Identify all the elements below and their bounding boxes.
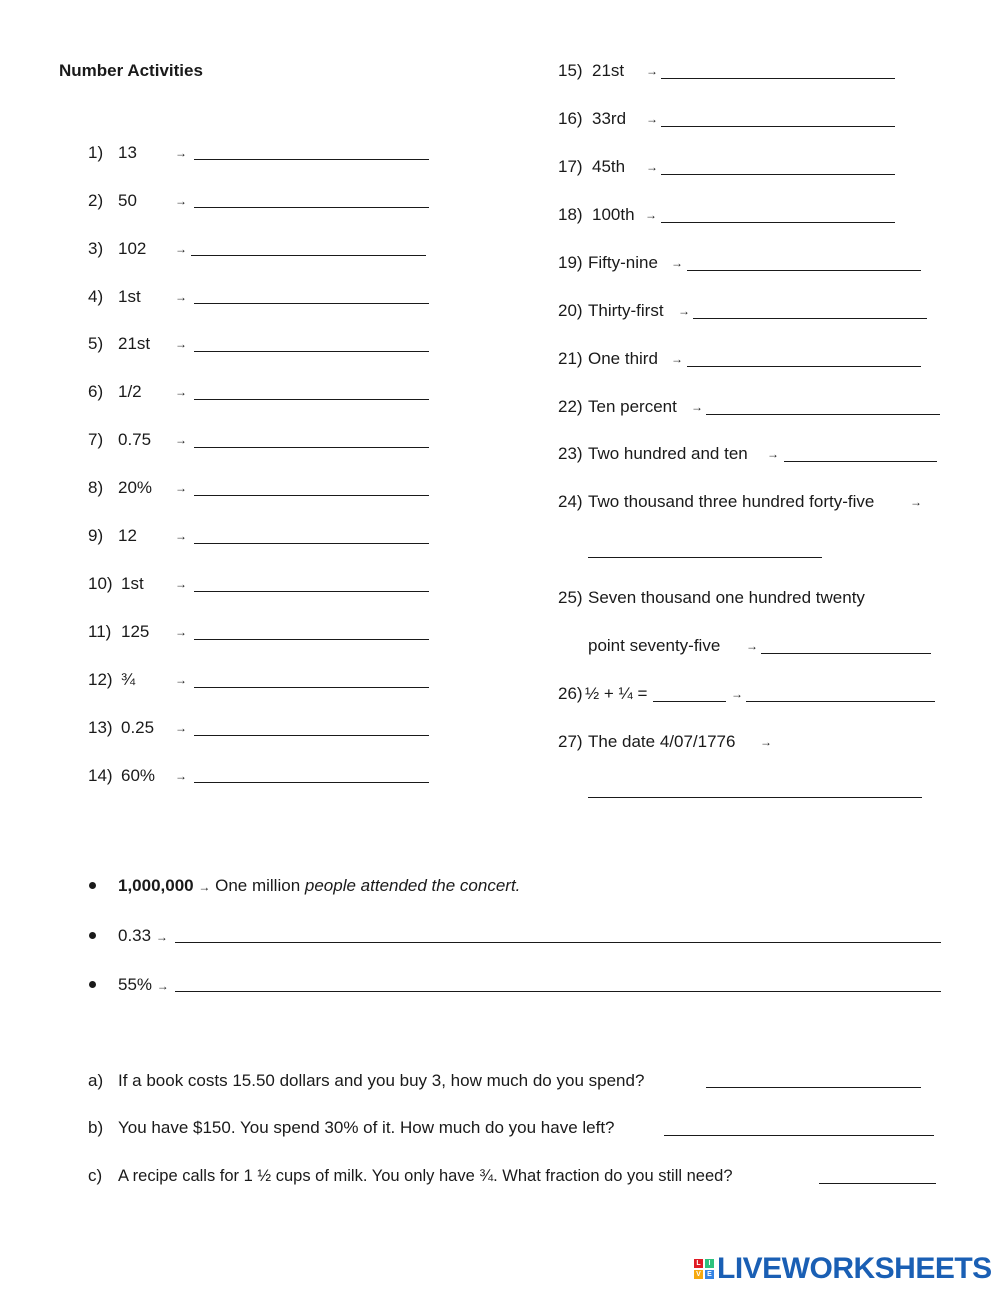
answer-blank[interactable] — [819, 1183, 936, 1184]
arrow-icon: → — [155, 930, 168, 944]
answer-blank[interactable] — [693, 318, 927, 319]
list-item: 0.33 → — [118, 926, 168, 945]
arrow-icon: → — [175, 529, 187, 543]
bullet-dot — [89, 882, 96, 889]
arrow-icon: → — [746, 639, 758, 653]
arrow-icon: → — [646, 160, 658, 174]
answer-blank[interactable] — [661, 222, 895, 223]
arrow-icon: → — [175, 721, 187, 735]
answer-blank[interactable] — [661, 126, 895, 127]
arrow-icon: → — [175, 625, 187, 639]
answer-blank[interactable] — [194, 399, 429, 400]
arrow-icon: → — [910, 495, 922, 509]
answer-blank[interactable] — [194, 447, 429, 448]
answer-blank[interactable] — [706, 414, 940, 415]
answer-blank[interactable] — [194, 735, 429, 736]
answer-blank[interactable] — [191, 255, 426, 256]
question-text: A recipe calls for 1 ½ cups of milk. You only have ¾. What fraction do you still need? — [118, 1167, 733, 1185]
arrow-icon: → — [731, 687, 743, 701]
arrow-icon: → — [646, 64, 658, 78]
arrow-icon: → — [671, 256, 683, 270]
arrow-icon: → — [175, 385, 187, 399]
bullet-dot — [89, 981, 96, 988]
arrow-icon: → — [760, 735, 772, 749]
answer-blank[interactable] — [588, 797, 922, 798]
answer-blank[interactable] — [194, 351, 429, 352]
arrow-icon: → — [175, 194, 187, 208]
arrow-icon: → — [645, 208, 657, 222]
arrow-icon: → — [175, 146, 187, 160]
question-text: If a book costs 15.50 dollars and you buy 3, how much do you spend? — [118, 1071, 645, 1090]
answer-blank[interactable] — [194, 639, 429, 640]
answer-blank[interactable] — [588, 557, 822, 558]
arrow-icon: → — [175, 337, 187, 351]
answer-blank[interactable] — [194, 207, 429, 208]
answer-blank[interactable] — [661, 78, 895, 79]
list-item: 55% → — [118, 975, 169, 994]
arrow-icon: → — [175, 242, 187, 256]
liveworksheets-logo — [694, 1254, 992, 1284]
answer-blank[interactable] — [784, 461, 937, 462]
answer-blank[interactable] — [194, 782, 429, 783]
arrow-icon: → — [175, 290, 187, 304]
arrow-icon: → — [646, 112, 658, 126]
arrow-icon: → — [175, 673, 187, 687]
logo-text: LIVEWORKSHEETS — [717, 1252, 992, 1285]
arrow-icon: → — [691, 400, 703, 414]
question-letter: a) — [88, 1071, 104, 1090]
answer-blank[interactable] — [194, 303, 429, 304]
fraction-answer-blank[interactable] — [653, 701, 726, 702]
arrow-icon: → — [156, 979, 169, 993]
answer-blank[interactable] — [664, 1135, 934, 1136]
answer-blank[interactable] — [761, 653, 931, 654]
arrow-icon: → — [678, 304, 690, 318]
answer-blank[interactable] — [746, 701, 935, 702]
question-letter: b) — [88, 1118, 104, 1137]
sentence-blank[interactable] — [175, 991, 941, 992]
question-letter: c) — [88, 1166, 103, 1185]
sentence-blank[interactable] — [175, 942, 941, 943]
answer-blank[interactable] — [194, 687, 429, 688]
answer-blank[interactable] — [194, 591, 429, 592]
page-title: Number Activities — [59, 61, 203, 80]
bullet-dot — [89, 932, 96, 939]
answer-blank[interactable] — [706, 1087, 921, 1088]
arrow-icon: → — [175, 481, 187, 495]
answer-blank[interactable] — [194, 159, 429, 160]
arrow-icon: → — [175, 769, 187, 783]
answer-blank[interactable] — [194, 543, 429, 544]
answer-blank[interactable] — [661, 174, 895, 175]
example-sentence: 1,000,000 → One million people attended the concert. — [118, 876, 521, 895]
arrow-icon: → — [671, 352, 683, 366]
arrow-icon: → — [198, 880, 211, 894]
answer-blank[interactable] — [194, 495, 429, 496]
answer-blank[interactable] — [687, 270, 921, 271]
question-text: You have $150. You spend 30% of it. How much do you have left? — [118, 1118, 615, 1137]
answer-blank[interactable] — [687, 366, 921, 367]
logo-blocks-icon: L I V E — [694, 1259, 714, 1279]
arrow-icon: → — [767, 447, 779, 461]
arrow-icon: → — [175, 577, 187, 591]
arrow-icon: → — [175, 433, 187, 447]
